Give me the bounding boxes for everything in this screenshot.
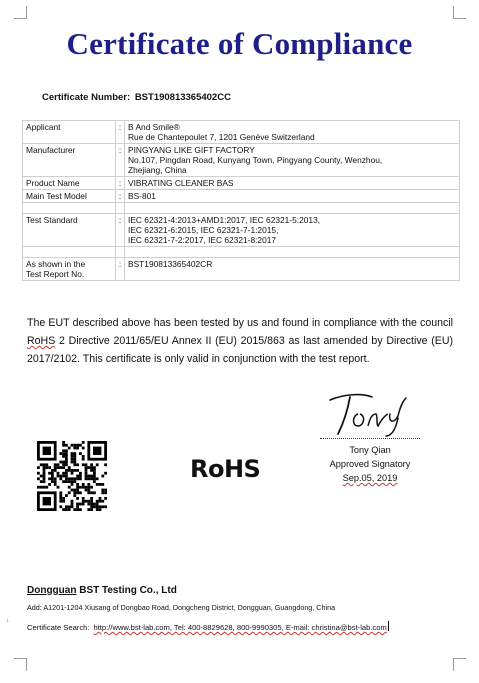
info-value-line: IEC 62321-4:2013+AMD1:2017, IEC 62321-5:2013, xyxy=(128,215,321,225)
info-value-line: IEC 62321-7-2:2017, IEC 62321-8:2017 xyxy=(128,235,277,245)
info-value-line: PINGYANG LIKE GIFT FACTORY xyxy=(128,145,255,155)
statement-rohs: RoHS xyxy=(27,335,56,348)
certificate-number-value: BST190813365402CC xyxy=(134,92,231,103)
info-value-line: BS-801 xyxy=(128,191,156,201)
crop-mark-top-left xyxy=(14,6,27,19)
info-label xyxy=(23,121,116,144)
info-value-line: VIBRATING CLEANER BAS xyxy=(128,178,234,188)
compliance-statement xyxy=(27,314,453,369)
document-title: Certificate of Compliance xyxy=(66,26,413,61)
info-separator: : xyxy=(116,121,125,144)
statement-text-1: The EUT described above has been tested by us and found in compliance with the council xyxy=(27,317,453,329)
signature-block xyxy=(318,388,422,485)
info-row xyxy=(23,177,460,190)
signature-date: Sep.05, 2019 xyxy=(342,473,398,483)
company-name-prefix: Dongguan xyxy=(27,585,77,596)
info-separator xyxy=(116,203,125,214)
info-value xyxy=(125,177,460,190)
info-label xyxy=(23,177,116,190)
info-value-line: Zhejiang, China xyxy=(128,165,187,175)
info-row xyxy=(23,258,460,281)
certificate-search-text: http://www.bst-lab.com, Tel: 400-8829628, 800-9990305, E-mail: christina@bst-lab.com xyxy=(93,623,387,632)
margin-mark: ↓ xyxy=(6,617,10,624)
crop-mark-bottom-right xyxy=(453,658,466,671)
info-value xyxy=(125,144,460,177)
info-separator: : xyxy=(116,144,125,177)
info-label-line: Applicant xyxy=(26,122,61,132)
company-name-rest: BST Testing Co., Ltd xyxy=(76,585,177,596)
info-row xyxy=(23,121,460,144)
info-row xyxy=(23,214,460,247)
info-value-line: Rue de Chantepoulet 7, 1201 Genève Switzerland xyxy=(128,132,315,142)
company-address: Add: A1201-1204 Xiusang of Dongbao Road, Dongcheng District, Dongguan, Guangdong, China xyxy=(27,603,336,612)
text-cursor xyxy=(388,621,389,631)
info-separator: : xyxy=(116,177,125,190)
handwritten-signature xyxy=(322,388,418,438)
info-label-line: Test Report No. xyxy=(26,269,85,279)
info-separator: : xyxy=(116,190,125,203)
info-label xyxy=(23,190,116,203)
certificate-number xyxy=(40,92,231,103)
info-row xyxy=(23,190,460,203)
info-label-line: Manufacturer xyxy=(26,145,76,155)
info-label-line: Main Test Model xyxy=(26,191,87,201)
info-value xyxy=(125,258,460,281)
info-label-line: As shown in the xyxy=(26,259,86,269)
qr-code xyxy=(37,441,107,511)
statement-text-2: 2 Directive 2011/65/EU Annex II (EU) 2015/863 as last amended by Directive (EU) 2017/2102. This certificate is only valid in conjunction with the test report. xyxy=(27,335,453,366)
certificate-search-label: Certificate Search: xyxy=(27,623,90,632)
info-row xyxy=(23,203,460,214)
crop-mark-top-right xyxy=(453,6,466,19)
company-name xyxy=(27,585,177,596)
info-label-line: Product Name xyxy=(26,178,80,188)
info-separator: : xyxy=(116,214,125,247)
certificate-number-label: Certificate Number: xyxy=(42,92,131,103)
info-value xyxy=(125,190,460,203)
certificate-search xyxy=(27,621,389,632)
info-separator: : xyxy=(116,258,125,281)
info-label xyxy=(23,203,116,214)
signature-line xyxy=(320,438,420,439)
info-value xyxy=(125,203,460,214)
info-value xyxy=(125,247,460,258)
info-value xyxy=(125,214,460,247)
info-separator xyxy=(116,247,125,258)
info-value-line: No.107, Pingdan Road, Kunyang Town, Pingyang County, Wenzhou, xyxy=(128,155,383,165)
info-label xyxy=(23,258,116,281)
info-label xyxy=(23,247,116,258)
info-label-line: Test Standard xyxy=(26,215,78,225)
info-value-line: B And Smile® xyxy=(128,122,180,132)
info-row xyxy=(23,247,460,258)
info-label xyxy=(23,144,116,177)
certificate-info-table xyxy=(22,120,460,281)
rohs-logo: RoHS xyxy=(190,455,261,483)
info-row xyxy=(23,144,460,177)
crop-mark-bottom-left xyxy=(14,658,27,671)
signatory-role: Approved Signatory xyxy=(329,459,411,469)
signatory-name: Tony Qian xyxy=(349,445,391,455)
info-label xyxy=(23,214,116,247)
info-value-line: BST190813365402CR xyxy=(128,259,213,269)
info-value-line: IEC 62321-6:2015, IEC 62321-7-1:2015, xyxy=(128,225,279,235)
info-value xyxy=(125,121,460,144)
